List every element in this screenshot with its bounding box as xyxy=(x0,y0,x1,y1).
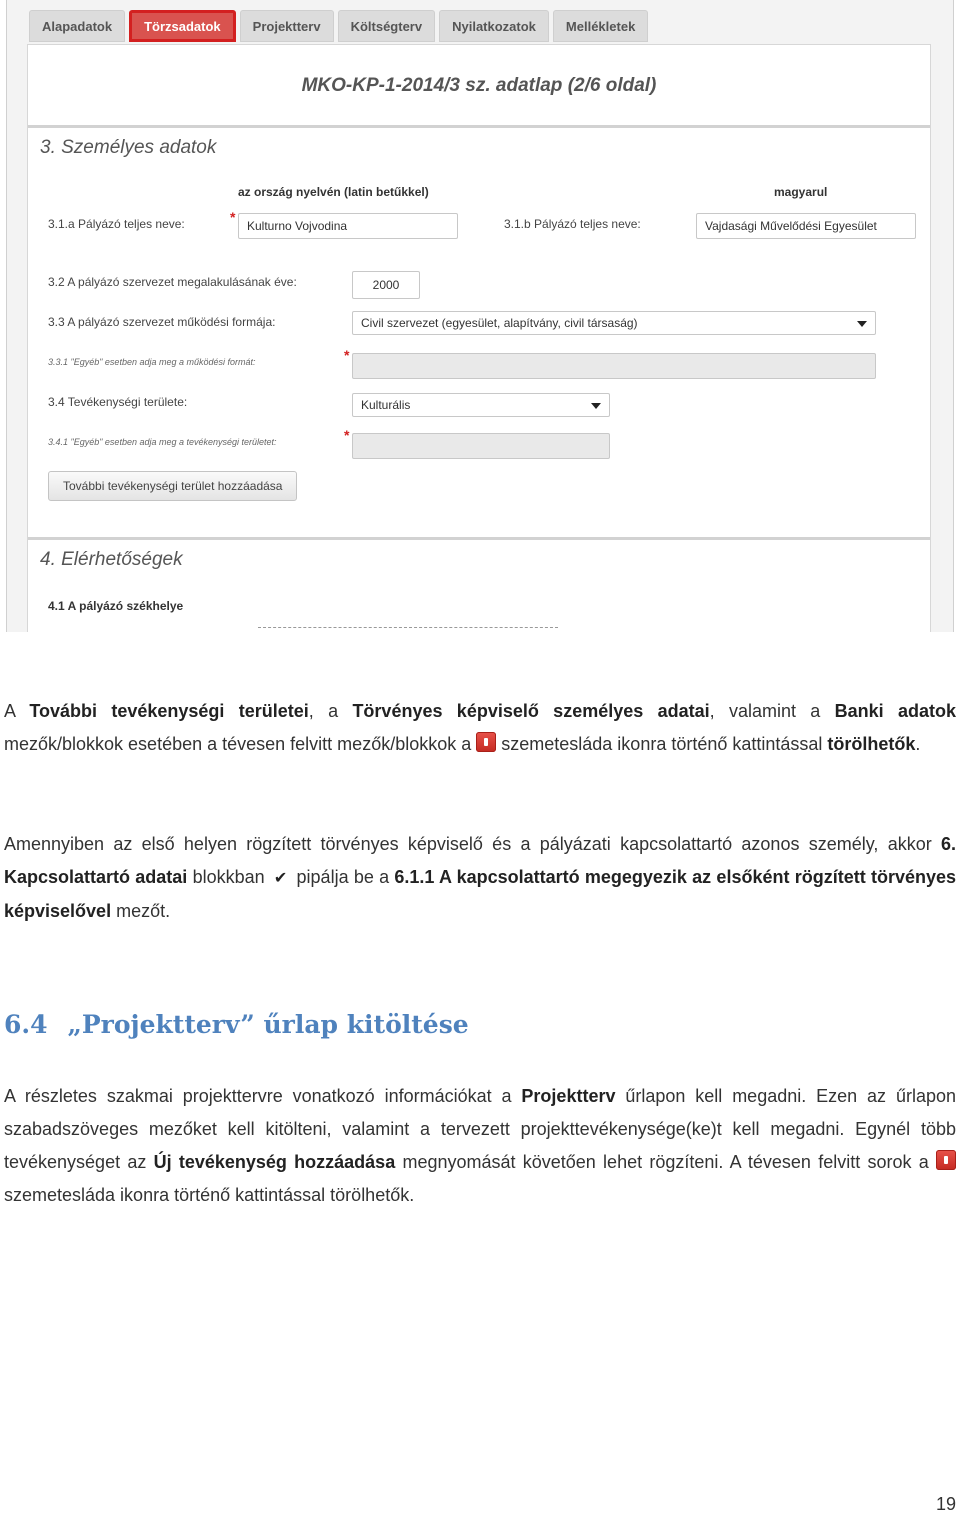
add-activity-area-button[interactable]: További tevékenységi terület hozzáadása xyxy=(48,471,297,501)
required-marker: * xyxy=(344,347,350,363)
name-hungarian-input[interactable]: Vajdasági Művelődési Egyesület xyxy=(696,213,916,239)
activity-area-label: 3.4 Tevékenységi területe: xyxy=(48,395,188,409)
required-marker: * xyxy=(344,427,350,443)
legal-form-other-input[interactable] xyxy=(352,353,876,379)
legal-form-select[interactable] xyxy=(352,311,876,335)
trash-icon xyxy=(476,732,496,752)
column-header-latin: az ország nyelvén (latin betűkkel) xyxy=(238,185,429,199)
tab-bar xyxy=(29,10,648,44)
legal-form-other-label: 3.3.1 "Egyéb" esetben adja meg a működési formát: xyxy=(48,357,256,367)
legal-form-label: 3.3 A pályázó szervezet működési formája: xyxy=(48,315,276,329)
name-latin-label: 3.1.a Pályázó teljes neve: xyxy=(48,217,185,231)
name-latin-input[interactable]: Kulturno Vojvodina xyxy=(238,213,458,239)
section-title: 3. Személyes adatok xyxy=(40,137,217,158)
tab-torzsadatok[interactable]: Törzsadatok xyxy=(129,10,236,42)
paragraph-delete-info: A További tevékenységi területei, a Törvényes képviselő személyes adatai, valamint a Banki adatok mezők/blokkok esetében a tévesen felvitt mezők/blokkok a szemetesláda ikonra történő kattintással törölhetők. xyxy=(4,701,957,754)
activity-other-input[interactable] xyxy=(352,433,610,459)
checkmark-icon: ✔ xyxy=(273,870,288,887)
heading-number: 6.4 xyxy=(4,1010,48,1039)
name-hungarian-label: 3.1.b Pályázó teljes neve: xyxy=(504,217,641,231)
founded-year-label: 3.2 A pályázó szervezet megalakulásának éve: xyxy=(48,275,297,289)
legal-form-value: Civil szervezet (egyesület, alapítvány, civil társaság) xyxy=(361,316,638,330)
trash-icon xyxy=(936,1150,956,1170)
seat-subtitle: 4.1 A pályázó székhelye xyxy=(48,599,184,613)
page-number: 19 xyxy=(935,1494,956,1514)
chevron-down-icon xyxy=(591,403,601,409)
required-marker: * xyxy=(230,209,236,225)
divider xyxy=(28,125,930,128)
form-panel xyxy=(27,44,931,632)
section-heading xyxy=(4,1010,469,1039)
chevron-down-icon xyxy=(857,321,867,327)
cut-off-edge xyxy=(258,627,558,632)
tab-mellekletek[interactable]: Mellékletek xyxy=(553,10,648,42)
paragraph-contact-info: Amennyiben az első helyen rögzített törvényes képviselő és a pályázati kapcsolattartó azonos személy, akkor 6. Kapcsolattartó adatai blokkban ✔ pipálja be a 6.1.1 A kapcsolattartó megegyezik az elsőként rögzített törvényes képviselővel mezőt. xyxy=(4,834,956,921)
section-title: 4. Elérhetőségek xyxy=(40,549,183,570)
heading-text: „Projektterv” űrlap kitöltése xyxy=(67,1010,469,1039)
activity-area-value: Kulturális xyxy=(361,398,411,412)
founded-year-input[interactable]: 2000 xyxy=(352,271,420,299)
divider xyxy=(28,537,930,540)
activity-other-label: 3.4.1 "Egyéb" esetben adja meg a tevékenységi területet: xyxy=(48,437,277,447)
column-header-hungarian: magyarul xyxy=(774,185,828,199)
form-screenshot xyxy=(6,0,954,632)
tab-alapadatok[interactable]: Alapadatok xyxy=(29,10,125,42)
form-title: MKO-KP-1-2014/3 sz. adatlap (2/6 oldal) xyxy=(301,75,657,96)
tab-nyilatkozatok[interactable]: Nyilatkozatok xyxy=(439,10,549,42)
tab-koltsegterv[interactable]: Költségterv xyxy=(338,10,436,42)
paragraph-projektterv: A részletes szakmai projekttervre vonatkozó információkat a Projektterv űrlapon kell megadni. Ezen az űrlapon szabadszöveges mezőket kell kitölteni, valamint a tervezett projekttevékenysége(ke)t kell megadni. Egynél több tevékenységet az Új tevékenység hozzáadása megnyomását követően lehet rögzíteni. A tévesen felvitt sorok a szemetesláda ikonra történő kattintással törölhetők. xyxy=(4,1086,956,1205)
activity-area-select[interactable] xyxy=(352,393,610,417)
tab-projektterv[interactable]: Projektterv xyxy=(240,10,334,42)
